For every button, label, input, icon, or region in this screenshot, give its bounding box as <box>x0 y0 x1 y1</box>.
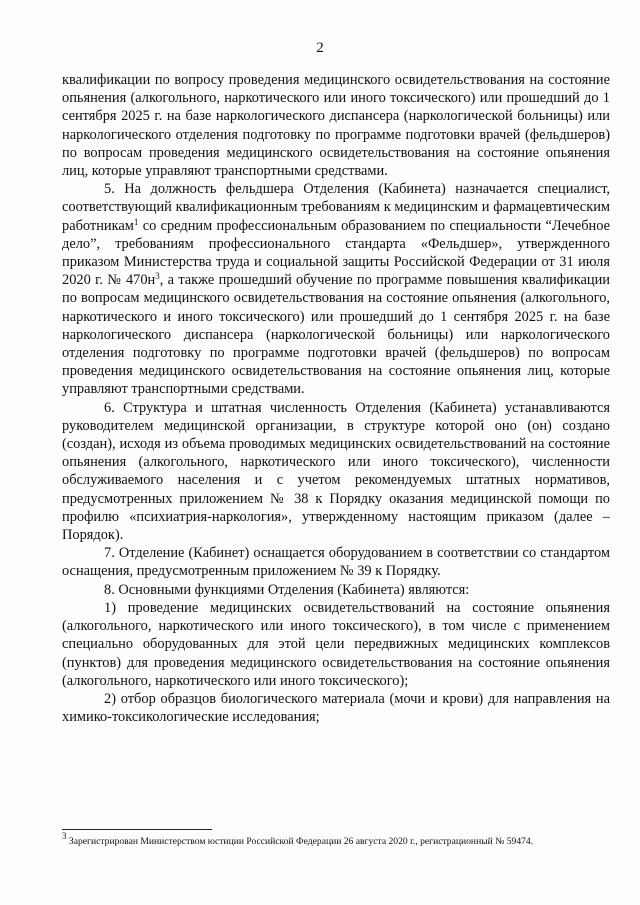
footnote-separator <box>62 829 212 830</box>
paragraph-5-text-middle: со средним профессиональным образованием по специальности “Лечебное дело”, требованиям профессионального стандарта «Фельдшер», утвержденного приказом Министерства труда и социальной защиты Российской Федерации от 31 июля 2020 г. № 470н <box>62 217 610 289</box>
paragraph-7: 7. Отделение (Кабинет) оснащается оборудованием в соответствии со стандартом оснащения, предусмотренным приложением № 39 к Порядку. <box>62 545 610 580</box>
footnote-ref-1: 1 <box>133 216 139 227</box>
footnote-ref-3: 3 <box>155 271 160 282</box>
page-number: 2 <box>316 40 324 56</box>
paragraph-8: 8. Основными функциями Отделения (Кабинета) являются: <box>104 581 470 598</box>
footnote-text: Зарегистрирован Министерством юстиции Российской Федерации 26 августа 2020 г., регистрационный № 59474. <box>66 836 534 847</box>
paragraph-5-text-start: 5. На должность фельдшера Отделения (Кабинета) назначается специалист, соответствующий квалификационным требованиям к медицинским и фармацевтическим работникам <box>62 181 610 234</box>
paragraph-5 <box>62 180 610 398</box>
paragraph-8-item-1: 1) проведение медицинских освидетельствований на состояние опьянения (алкогольного, наркотического или иного токсического), в том числе с применением специально оборудованных для этой цели передвижных медицинских комплексов (пунктов) для проведения медицинского освидетельствования на состояние опьянения (алкогольного, наркотического или иного токсического); <box>62 599 610 689</box>
paragraph-continuation: квалификации по вопросу проведения медицинского освидетельствования на состояние опьянения (алкогольного, наркотического или иного токсического) или прошедший до 1 сентября 2025 г. на базе наркологического диспансера (наркологической больницы) или наркологического отделения подготовку по программе подготовки врачей (фельдшеров) по вопросам проведения медицинского освидетельствования на состояние опьянения лиц, которые управляют транспортными средствами. <box>62 72 610 180</box>
footnote <box>62 831 622 848</box>
paragraph-8-item-2: 2) отбор образцов биологического материала (мочи и крови) для направления на химико-токсикологические исследования; <box>62 690 610 726</box>
paragraph-6: 6. Структура и штатная численность Отделения (Кабинета) устанавливаются руководителем медицинской организации, в структуре которой оно (он) создано (создан), исходя из объема проводимых медицинских освидетельствований на состояние опьянения (алкогольного, наркотического или иного токсического), численности обслуживаемого населения и с учетом рекомендуемых штатных нормативов, предусмотренных приложением № 38 к Порядку оказания медицинской помощи по профилю «психиатрия-наркология», утвержденному настоящим приказом (далее – Порядок). <box>62 399 610 544</box>
paragraph-5-text-end: , а также прошедший обучение по программе повышения квалификации по вопросам медицинского освидетельствования на состояние опьянения (алкогольного, наркотического и иного токсического) или прошедший до 1 сентября 2025 г. на базе наркологического диспансера (наркологической больницы) или наркологического отделения подготовку по программе подготовки врачей (фельдшеров) по вопросам проведения медицинского освидетельствования на состояние опьянения лиц, которые управляют транспортными средствами. <box>62 272 611 398</box>
footnote-marker: 3 <box>62 831 67 841</box>
body-text <box>62 71 610 726</box>
